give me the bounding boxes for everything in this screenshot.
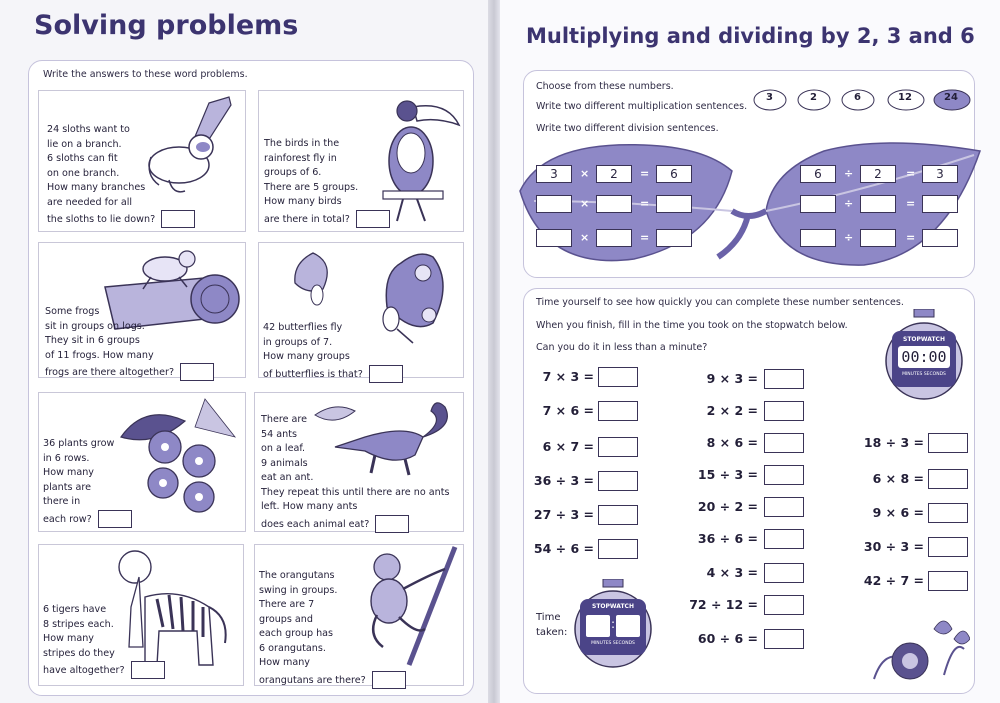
answer-box-c2-r2[interactable]	[764, 401, 804, 421]
problem-cell-sloth	[38, 90, 246, 232]
problem-text-butterflies: 42 butterflies fly in groups of 7. How many groups of butterflies is that?	[263, 321, 403, 383]
problem-cell-butterflies	[258, 242, 464, 378]
eq-c1-r5: 27 ÷ 3 =	[533, 507, 594, 522]
frog-row-icon	[752, 85, 972, 115]
div-op: ÷	[844, 197, 854, 210]
eq-c3-r4: 30 ÷ 3 =	[863, 539, 924, 554]
eq-c2-r5: 20 ÷ 2 =	[697, 499, 758, 514]
answer-box-c2-r1[interactable]	[764, 369, 804, 389]
mult-op: ×	[580, 231, 590, 244]
right-page-content	[496, 0, 1000, 703]
answer-box-c2-r3[interactable]	[764, 433, 804, 453]
answer-box-butterflies[interactable]	[369, 365, 403, 383]
answer-box-c1-r6[interactable]	[598, 539, 638, 559]
mult-example-a: 3	[536, 165, 572, 183]
problem-text-tigers: 6 tigers have 8 stripes each. How many stripes do they have altogether?	[43, 603, 165, 679]
problem-cell-ants	[254, 392, 464, 532]
eq-c1-r6: 54 ÷ 6 =	[533, 541, 594, 556]
eq-c2-r7: 4 × 3 =	[706, 565, 758, 580]
div-eq: =	[906, 231, 916, 244]
div-answer-box[interactable]	[800, 195, 836, 213]
instruction-2: Write two different multiplication sentences.	[536, 101, 748, 112]
answer-box-c3-r2[interactable]	[928, 469, 968, 489]
eq-c2-r4: 15 ÷ 3 =	[697, 467, 758, 482]
mult-op: ×	[580, 197, 590, 210]
eq-c3-r5: 42 ÷ 7 =	[863, 573, 924, 588]
mult-answer-box[interactable]	[596, 195, 632, 213]
eq-c1-r3: 6 × 7 =	[542, 439, 594, 454]
problem-text-sloth: 24 sloths want to lie on a branch. 6 sloths can fit on one branch. How many branches are needed for all the sloths to lie down?	[47, 123, 195, 228]
div-eq: =	[906, 197, 916, 210]
stopwatch-colon: :	[610, 617, 616, 631]
problem-text-ants: There are 54 ants on a leaf. 9 animals eat an ant. They repeat this until there are no ants left. How many ants does each animal eat?	[261, 413, 449, 533]
answer-box-c2-r6[interactable]	[764, 529, 804, 549]
answer-box-toucan[interactable]	[356, 210, 390, 228]
div-example-a: 6	[800, 165, 836, 183]
problem-text-plants: 36 plants grow in 6 rows. How many plants are there in each row?	[43, 437, 132, 528]
seconds-input[interactable]	[616, 615, 640, 637]
answer-box-sloth[interactable]	[161, 210, 195, 228]
answer-box-ants[interactable]	[375, 515, 409, 533]
problem-cell-tigers	[38, 544, 244, 686]
timed-instruction-1: Time yourself to see how quickly you can complete these number sentences.	[536, 297, 904, 308]
mult-example-c: 6	[656, 165, 692, 183]
answer-box-c2-r4[interactable]	[764, 465, 804, 485]
leaves-illustration	[504, 131, 984, 291]
answer-box-c1-r1[interactable]	[598, 367, 638, 387]
answer-box-orangutans[interactable]	[372, 671, 406, 689]
stopwatch-top-time[interactable]: 00:00	[898, 346, 950, 368]
mult-eq: =	[640, 231, 650, 244]
mult-answer-box[interactable]	[656, 229, 692, 247]
flower-decoration-illustration	[854, 609, 970, 689]
eq-c2-r8: 72 ÷ 12 =	[689, 597, 758, 612]
problem-cell-plants	[38, 392, 246, 532]
answer-box-plants[interactable]	[98, 510, 132, 528]
answer-box-c1-r5[interactable]	[598, 505, 638, 525]
problem-cell-toucan	[258, 90, 464, 232]
eq-c2-r2: 2 × 2 =	[706, 403, 758, 418]
answer-box-c2-r9[interactable]	[764, 629, 804, 649]
answer-box-tigers[interactable]	[131, 661, 165, 679]
frog-number: 12	[898, 92, 912, 103]
stopwatch-bottom-units: MINUTES SECONDS	[591, 641, 635, 646]
stopwatch-top	[884, 309, 964, 401]
number-sentences-panel	[523, 70, 975, 278]
div-answer-box[interactable]	[860, 195, 896, 213]
answer-box-c2-r8[interactable]	[764, 595, 804, 615]
timed-instruction-2: When you finish, fill in the time you took on the stopwatch below.	[536, 320, 848, 331]
mult-example-op: ×	[580, 167, 590, 180]
eq-c2-r9: 60 ÷ 6 =	[697, 631, 758, 646]
frog-number: 6	[854, 92, 861, 103]
stopwatch-bottom	[570, 579, 656, 669]
div-op: ÷	[844, 231, 854, 244]
answer-box-c3-r5[interactable]	[928, 571, 968, 591]
timed-sentences-panel	[523, 288, 975, 694]
answer-box-c1-r3[interactable]	[598, 437, 638, 457]
toucan-illustration	[377, 91, 465, 231]
flowers-illustration	[115, 397, 247, 527]
eq-c1-r4: 36 ÷ 3 =	[533, 473, 594, 488]
mult-example-eq: =	[640, 167, 650, 180]
div-answer-box[interactable]	[922, 229, 958, 247]
word-problems-instruction: Write the answers to these word problems.	[43, 69, 248, 80]
instruction-3: Write two different division sentences.	[536, 123, 719, 134]
answer-box-c1-r2[interactable]	[598, 401, 638, 421]
div-example-c: 3	[922, 165, 958, 183]
answer-box-c2-r7[interactable]	[764, 563, 804, 583]
problem-cell-orangutans	[254, 544, 464, 686]
number-frogs	[752, 85, 972, 115]
eq-c1-r2: 7 × 6 =	[542, 403, 594, 418]
problem-text-toucan: The birds in the rainforest fly in groups of 6. There are 5 groups. How many birds are there in total?	[264, 137, 390, 228]
eq-c2-r6: 36 ÷ 6 =	[697, 531, 758, 546]
answer-box-c3-r1[interactable]	[928, 433, 968, 453]
frog-number: 3	[766, 92, 773, 103]
div-example-eq: =	[906, 167, 916, 180]
minutes-input[interactable]	[586, 615, 610, 637]
time-taken-label: Time taken:	[536, 612, 568, 638]
answer-box-c3-r4[interactable]	[928, 537, 968, 557]
eq-c2-r1: 9 × 3 =	[706, 371, 758, 386]
answer-box-c3-r3[interactable]	[928, 503, 968, 523]
instruction-1: Choose from these numbers.	[536, 81, 674, 92]
page-title-left: Solving problems	[34, 10, 299, 41]
frog-number: 24	[944, 92, 958, 103]
problem-cell-frogs	[38, 242, 246, 378]
frog-number: 2	[810, 92, 817, 103]
answer-box-c1-r4[interactable]	[598, 471, 638, 491]
stopwatch-top-label: STOPWATCH	[903, 336, 945, 343]
stopwatch-bottom-label: STOPWATCH	[592, 603, 634, 610]
timed-instruction-3: Can you do it in less than a minute?	[536, 342, 708, 353]
mult-example-b: 2	[596, 165, 632, 183]
eq-c2-r3: 8 × 6 =	[706, 435, 758, 450]
div-answer-box[interactable]	[800, 229, 836, 247]
answer-box-c2-r5[interactable]	[764, 497, 804, 517]
mult-answer-box[interactable]	[656, 195, 692, 213]
eq-c3-r1: 18 ÷ 3 =	[863, 435, 924, 450]
mult-answer-box[interactable]	[536, 229, 572, 247]
mult-answer-box[interactable]	[596, 229, 632, 247]
mult-eq: =	[640, 197, 650, 210]
problem-text-orangutans: The orangutans swing in groups. There are 7 groups and each group has 6 orangutans. How many orangutans are there?	[259, 569, 406, 689]
div-example-op: ÷	[844, 167, 854, 180]
stopwatch-top-units: MINUTES SECONDS	[902, 372, 946, 377]
div-answer-box[interactable]	[922, 195, 958, 213]
eq-c3-r2: 6 × 8 =	[872, 471, 924, 486]
answer-box-frogs[interactable]	[180, 363, 214, 381]
problem-text-frogs: Some frogs sit in groups on logs. They sit in 6 groups of 11 frogs. How many frogs are there altogether?	[45, 305, 214, 381]
page-title-right: Multiplying and dividing by 2, 3 and 6	[526, 24, 975, 48]
eq-c3-r3: 9 × 6 =	[872, 505, 924, 520]
eq-c1-r1: 7 × 3 =	[542, 369, 594, 384]
mult-answer-box[interactable]	[536, 195, 572, 213]
div-example-b: 2	[860, 165, 896, 183]
div-answer-box[interactable]	[860, 229, 896, 247]
